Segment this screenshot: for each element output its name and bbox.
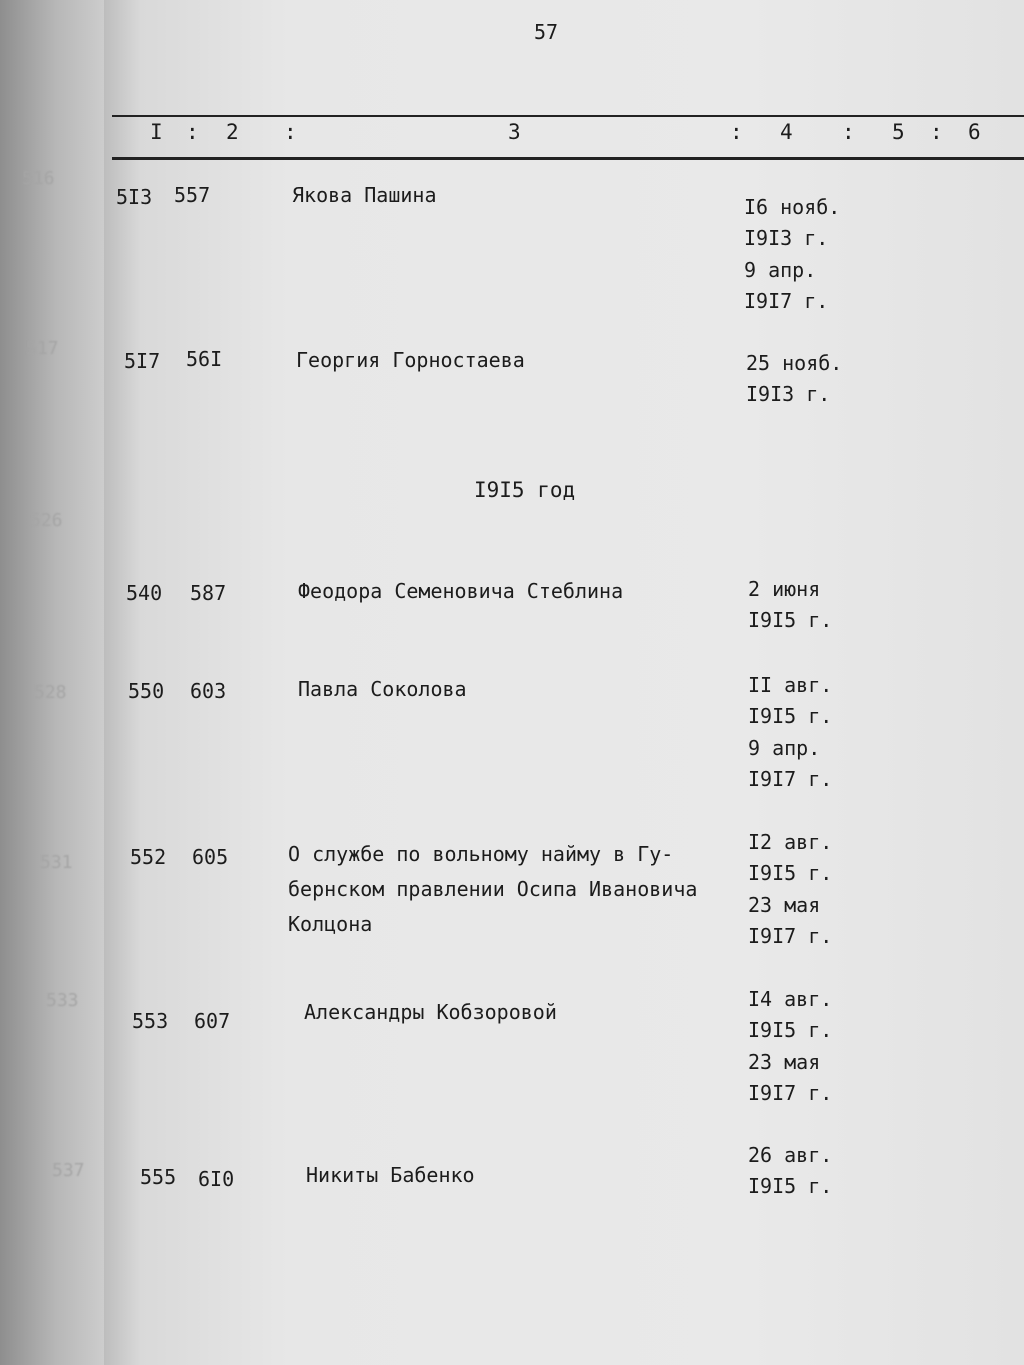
record-title: Александры Кобзоровой xyxy=(304,1000,557,1024)
bleed-through-text: 516 xyxy=(22,168,55,189)
column-separator: : xyxy=(930,120,943,144)
row-number: 553 xyxy=(132,1009,169,1033)
bleed-through-text: 531 xyxy=(40,852,73,873)
bleed-through-text: 537 xyxy=(52,1160,85,1181)
row-number: 5I7 xyxy=(124,349,161,373)
file-number: 603 xyxy=(190,679,227,703)
record-title: Якова Пашина xyxy=(292,183,437,207)
column-header-3: 3 xyxy=(508,120,521,144)
record-title: Георгия Горностаева xyxy=(296,348,525,372)
row-number: 540 xyxy=(126,581,163,605)
record-title: Феодора Семеновича Стеблина xyxy=(298,579,624,603)
record-title: Павла Соколова xyxy=(298,677,467,701)
record-dates: I4 авг. I9I5 г. 23 мая I9I7 г. xyxy=(748,987,833,1106)
row-number: 550 xyxy=(128,679,165,703)
header-top-rule xyxy=(112,115,1024,117)
column-separator: : xyxy=(730,120,743,144)
column-header-6: 6 xyxy=(968,120,981,144)
record-title: Никиты Бабенко xyxy=(306,1163,475,1187)
column-separator: : xyxy=(842,120,855,144)
record-dates: 25 нояб. I9I3 г. xyxy=(746,351,843,407)
year-heading: I9I5 год xyxy=(474,478,576,502)
bleed-through-text: 528 xyxy=(34,682,67,703)
column-header-2: 2 xyxy=(226,120,239,144)
file-number: 607 xyxy=(194,1009,231,1033)
column-separator: : xyxy=(284,120,297,144)
file-number: 6I0 xyxy=(198,1167,235,1191)
file-number: 56I xyxy=(186,347,223,371)
row-number: 5I3 xyxy=(116,185,153,209)
file-number: 587 xyxy=(190,581,227,605)
file-number: 557 xyxy=(174,183,211,207)
bleed-through-text: 533 xyxy=(46,990,79,1011)
row-number: 552 xyxy=(130,845,167,869)
bleed-through-text: 517 xyxy=(26,338,59,359)
column-header-4: 4 xyxy=(780,120,793,144)
file-number: 605 xyxy=(192,845,229,869)
record-dates: I6 нояб. I9I3 г. 9 апр. I9I7 г. xyxy=(744,195,841,314)
column-header-1: I xyxy=(150,120,163,144)
column-separator: : xyxy=(186,120,199,144)
record-dates: II авг. I9I5 г. 9 апр. I9I7 г. xyxy=(748,673,833,792)
bleed-through-text: 526 xyxy=(30,510,63,531)
document-page xyxy=(104,0,1024,1365)
record-title: О службе по вольному найму в Гу- бернском правлении Осипа Ивановича Колцона xyxy=(288,842,698,936)
record-dates: 2 июня I9I5 г. xyxy=(748,577,833,633)
record-dates: 26 авг. I9I5 г. xyxy=(748,1143,833,1199)
header-bottom-rule xyxy=(112,157,1024,160)
page-number: 57 xyxy=(534,20,559,44)
column-header-5: 5 xyxy=(892,120,905,144)
record-dates: I2 авг. I9I5 г. 23 мая I9I7 г. xyxy=(748,830,833,949)
row-number: 555 xyxy=(140,1165,177,1189)
